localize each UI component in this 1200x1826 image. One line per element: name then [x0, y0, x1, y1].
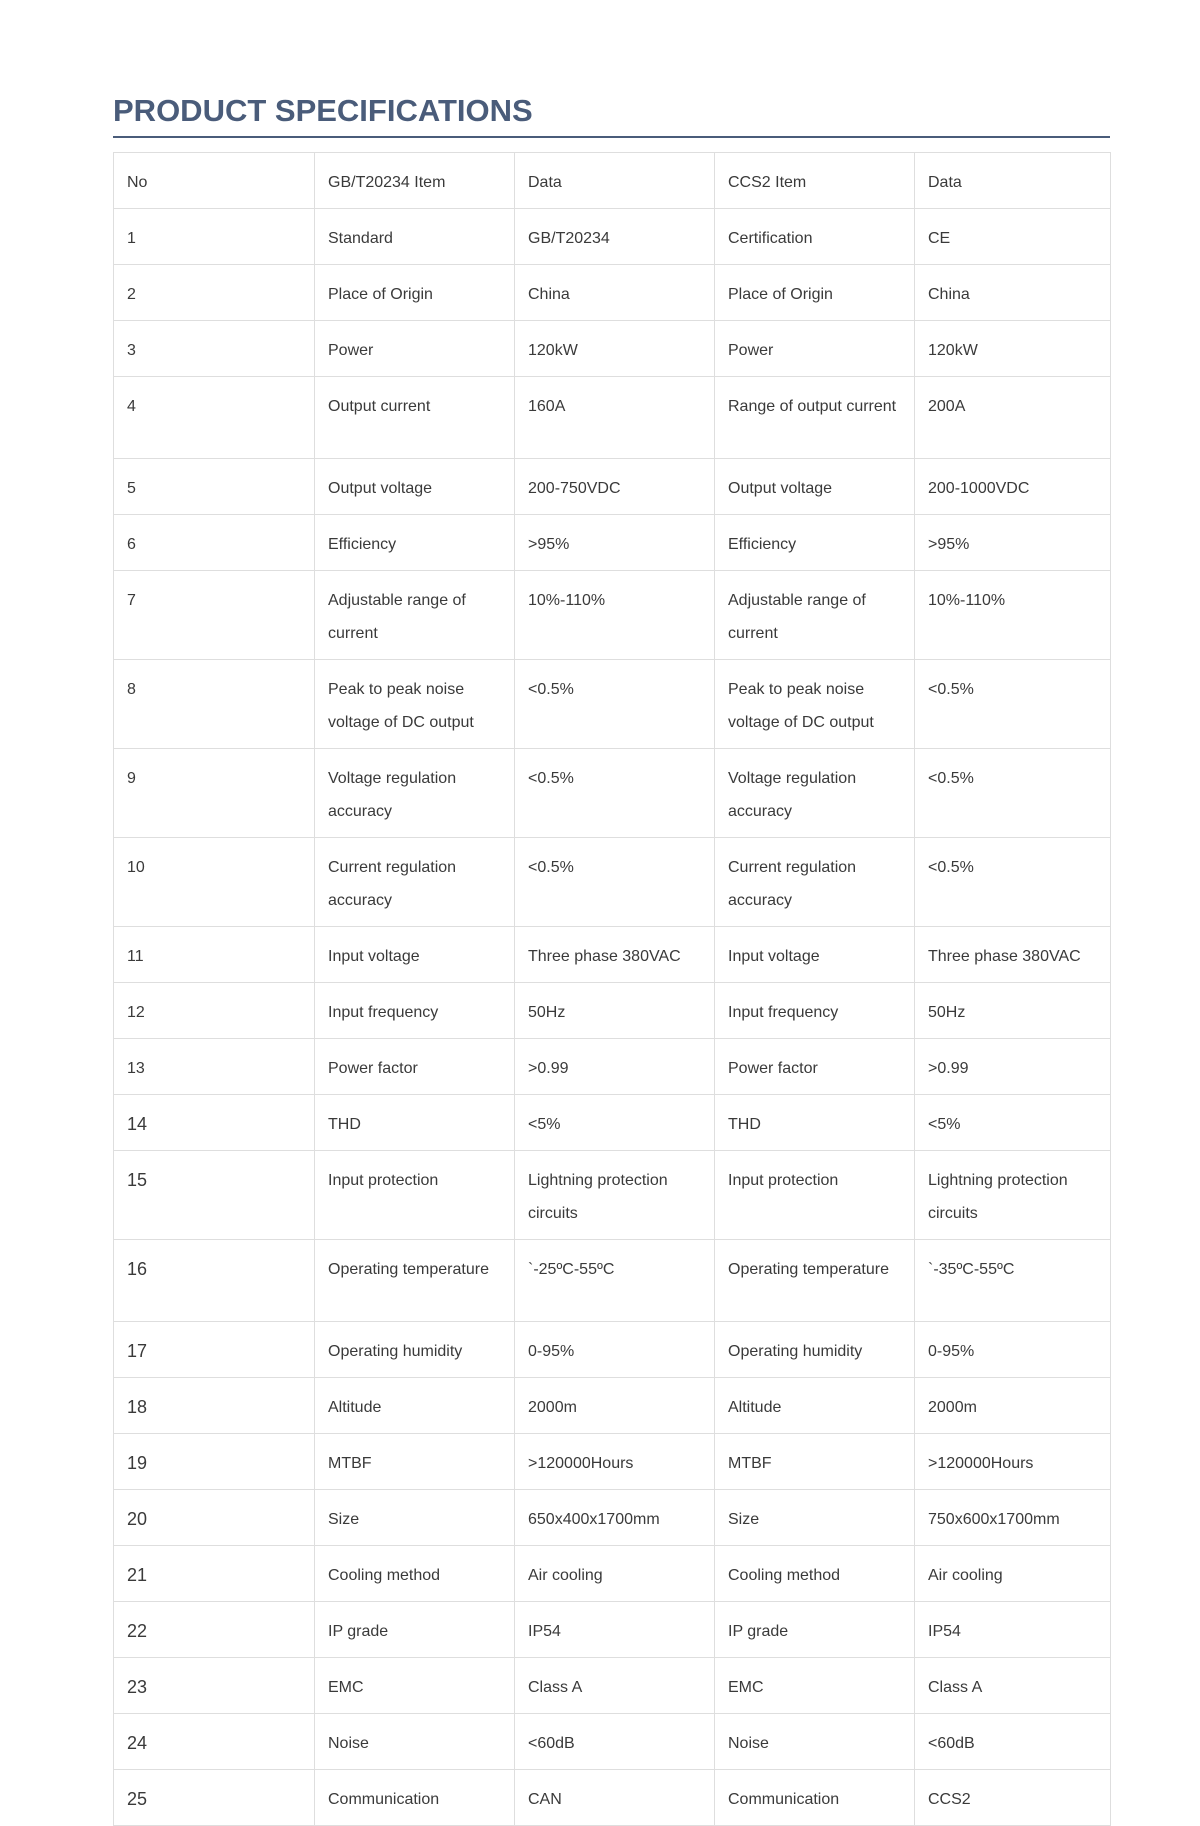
cell-gbt-item: Operating humidity — [315, 1322, 515, 1378]
cell-ccs2-data: 200A — [915, 377, 1111, 459]
cell-gbt-data: Three phase 380VAC — [515, 927, 715, 983]
cell-ccs2-item: EMC — [715, 1658, 915, 1714]
table-row — [114, 927, 1111, 983]
table-row — [114, 749, 1111, 838]
cell-no: 10 — [114, 838, 315, 927]
table-row — [114, 983, 1111, 1039]
cell-ccs2-item: Size — [715, 1490, 915, 1546]
table-row — [114, 1602, 1111, 1658]
cell-ccs2-data: 200-1000VDC — [915, 459, 1111, 515]
cell-gbt-data: 120kW — [515, 321, 715, 377]
cell-no: 3 — [114, 321, 315, 377]
cell-ccs2-item: Adjustable range of current — [715, 571, 915, 660]
cell-no: 25 — [114, 1770, 315, 1826]
cell-ccs2-data: Air cooling — [915, 1546, 1111, 1602]
cell-ccs2-item: Communication — [715, 1770, 915, 1826]
cell-no: 5 — [114, 459, 315, 515]
table-row — [114, 1039, 1111, 1095]
cell-gbt-data: 160A — [515, 377, 715, 459]
cell-ccs2-data: CCS2 — [915, 1770, 1111, 1826]
cell-gbt-item: Cooling method — [315, 1546, 515, 1602]
table-row — [114, 515, 1111, 571]
cell-no: 13 — [114, 1039, 315, 1095]
table-row — [114, 321, 1111, 377]
cell-gbt-data: Air cooling — [515, 1546, 715, 1602]
cell-no: 8 — [114, 660, 315, 749]
header-cell-gbt-data: Data — [515, 153, 715, 209]
table-row — [114, 1151, 1111, 1240]
cell-no: 14 — [114, 1095, 315, 1151]
cell-ccs2-data: <0.5% — [915, 660, 1111, 749]
header-cell-gbt-item: GB/T20234 Item — [315, 153, 515, 209]
cell-no: 12 — [114, 983, 315, 1039]
table-row — [114, 377, 1111, 459]
cell-gbt-item: Input voltage — [315, 927, 515, 983]
cell-no: 19 — [114, 1434, 315, 1490]
table-row — [114, 1095, 1111, 1151]
cell-no: 1 — [114, 209, 315, 265]
cell-ccs2-data: <5% — [915, 1095, 1111, 1151]
cell-gbt-data: 50Hz — [515, 983, 715, 1039]
cell-no: 23 — [114, 1658, 315, 1714]
cell-gbt-item: Adjustable range of current — [315, 571, 515, 660]
cell-gbt-data: 650x400x1700mm — [515, 1490, 715, 1546]
cell-no: 9 — [114, 749, 315, 838]
table-row — [114, 571, 1111, 660]
cell-ccs2-item: Operating humidity — [715, 1322, 915, 1378]
cell-ccs2-data: >120000Hours — [915, 1434, 1111, 1490]
cell-gbt-item: IP grade — [315, 1602, 515, 1658]
cell-gbt-data: <60dB — [515, 1714, 715, 1770]
cell-gbt-data: <0.5% — [515, 660, 715, 749]
cell-gbt-data: 200-750VDC — [515, 459, 715, 515]
table-row — [114, 1490, 1111, 1546]
cell-ccs2-item: Input protection — [715, 1151, 915, 1240]
cell-ccs2-item: Certification — [715, 209, 915, 265]
cell-ccs2-item: Efficiency — [715, 515, 915, 571]
cell-gbt-data: <0.5% — [515, 749, 715, 838]
cell-ccs2-data: <60dB — [915, 1714, 1111, 1770]
cell-no: 16 — [114, 1240, 315, 1322]
cell-ccs2-item: Cooling method — [715, 1546, 915, 1602]
cell-ccs2-data: 50Hz — [915, 983, 1111, 1039]
cell-gbt-item: Voltage regulation accuracy — [315, 749, 515, 838]
cell-no: 22 — [114, 1602, 315, 1658]
cell-gbt-data: GB/T20234 — [515, 209, 715, 265]
table-row — [114, 459, 1111, 515]
table-header-row — [114, 153, 1111, 209]
cell-ccs2-item: Input voltage — [715, 927, 915, 983]
page-title: PRODUCT SPECIFICATIONS — [113, 92, 1110, 138]
cell-ccs2-item: Noise — [715, 1714, 915, 1770]
cell-gbt-item: Place of Origin — [315, 265, 515, 321]
cell-gbt-item: Power factor — [315, 1039, 515, 1095]
cell-gbt-item: Output voltage — [315, 459, 515, 515]
cell-ccs2-item: Altitude — [715, 1378, 915, 1434]
cell-ccs2-item: Voltage regulation accuracy — [715, 749, 915, 838]
cell-no: 4 — [114, 377, 315, 459]
cell-ccs2-item: Input frequency — [715, 983, 915, 1039]
cell-gbt-data: >120000Hours — [515, 1434, 715, 1490]
cell-gbt-data: <0.5% — [515, 838, 715, 927]
cell-gbt-data: `-25ºC-55ºC — [515, 1240, 715, 1322]
cell-ccs2-data: >95% — [915, 515, 1111, 571]
cell-ccs2-item: Place of Origin — [715, 265, 915, 321]
cell-ccs2-data: 10%-110% — [915, 571, 1111, 660]
cell-gbt-item: Input protection — [315, 1151, 515, 1240]
table-row — [114, 838, 1111, 927]
cell-gbt-item: Peak to peak noise voltage of DC output — [315, 660, 515, 749]
cell-ccs2-data: China — [915, 265, 1111, 321]
table-row — [114, 1240, 1111, 1322]
cell-ccs2-data: 120kW — [915, 321, 1111, 377]
cell-ccs2-data: CE — [915, 209, 1111, 265]
cell-ccs2-data: 0-95% — [915, 1322, 1111, 1378]
spec-table — [113, 152, 1111, 1826]
table-row — [114, 1546, 1111, 1602]
cell-gbt-data: 10%-110% — [515, 571, 715, 660]
cell-ccs2-data: Lightning protection circuits — [915, 1151, 1111, 1240]
cell-ccs2-data: 2000m — [915, 1378, 1111, 1434]
header-cell-ccs2-item: CCS2 Item — [715, 153, 915, 209]
cell-ccs2-data: Three phase 380VAC — [915, 927, 1111, 983]
cell-gbt-item: Communication — [315, 1770, 515, 1826]
cell-no: 17 — [114, 1322, 315, 1378]
table-row — [114, 1658, 1111, 1714]
cell-gbt-data: 2000m — [515, 1378, 715, 1434]
cell-ccs2-item: MTBF — [715, 1434, 915, 1490]
cell-no: 15 — [114, 1151, 315, 1240]
cell-gbt-data: 0-95% — [515, 1322, 715, 1378]
cell-ccs2-item: Range of output current — [715, 377, 915, 459]
cell-ccs2-data: Class A — [915, 1658, 1111, 1714]
cell-gbt-data: Class A — [515, 1658, 715, 1714]
cell-gbt-data: <5% — [515, 1095, 715, 1151]
cell-gbt-data: Lightning protection circuits — [515, 1151, 715, 1240]
cell-no: 20 — [114, 1490, 315, 1546]
cell-gbt-data: >0.99 — [515, 1039, 715, 1095]
cell-ccs2-data: `-35ºC-55ºC — [915, 1240, 1111, 1322]
cell-no: 21 — [114, 1546, 315, 1602]
cell-gbt-item: Current regulation accuracy — [315, 838, 515, 927]
cell-ccs2-item: IP grade — [715, 1602, 915, 1658]
cell-gbt-item: Operating temperature — [315, 1240, 515, 1322]
table-row — [114, 1714, 1111, 1770]
cell-ccs2-data: >0.99 — [915, 1039, 1111, 1095]
cell-no: 11 — [114, 927, 315, 983]
table-row — [114, 1434, 1111, 1490]
cell-gbt-item: Noise — [315, 1714, 515, 1770]
cell-gbt-item: Input frequency — [315, 983, 515, 1039]
header-cell-ccs2-data: Data — [915, 153, 1111, 209]
cell-gbt-item: Size — [315, 1490, 515, 1546]
cell-no: 2 — [114, 265, 315, 321]
cell-gbt-data: China — [515, 265, 715, 321]
cell-gbt-data: CAN — [515, 1770, 715, 1826]
cell-ccs2-item: Peak to peak noise voltage of DC output — [715, 660, 915, 749]
cell-ccs2-item: Power — [715, 321, 915, 377]
cell-gbt-item: Output current — [315, 377, 515, 459]
table-row — [114, 660, 1111, 749]
cell-gbt-data: IP54 — [515, 1602, 715, 1658]
table-row — [114, 1770, 1111, 1826]
cell-gbt-item: Standard — [315, 209, 515, 265]
cell-gbt-item: MTBF — [315, 1434, 515, 1490]
cell-ccs2-item: THD — [715, 1095, 915, 1151]
cell-gbt-data: >95% — [515, 515, 715, 571]
cell-ccs2-item: Current regulation accuracy — [715, 838, 915, 927]
cell-ccs2-data: IP54 — [915, 1602, 1111, 1658]
cell-ccs2-item: Power factor — [715, 1039, 915, 1095]
cell-no: 18 — [114, 1378, 315, 1434]
cell-no: 6 — [114, 515, 315, 571]
cell-ccs2-data: <0.5% — [915, 838, 1111, 927]
cell-ccs2-data: <0.5% — [915, 749, 1111, 838]
cell-gbt-item: Efficiency — [315, 515, 515, 571]
cell-ccs2-item: Operating temperature — [715, 1240, 915, 1322]
cell-gbt-item: THD — [315, 1095, 515, 1151]
cell-gbt-item: Altitude — [315, 1378, 515, 1434]
cell-no: 7 — [114, 571, 315, 660]
table-row — [114, 1378, 1111, 1434]
header-cell-no: No — [114, 153, 315, 209]
table-row — [114, 265, 1111, 321]
table-row — [114, 1322, 1111, 1378]
table-row — [114, 209, 1111, 265]
cell-ccs2-data: 750x600x1700mm — [915, 1490, 1111, 1546]
cell-gbt-item: EMC — [315, 1658, 515, 1714]
cell-ccs2-item: Output voltage — [715, 459, 915, 515]
spec-page — [113, 92, 1110, 1826]
cell-no: 24 — [114, 1714, 315, 1770]
spec-table-body — [114, 153, 1111, 1826]
cell-gbt-item: Power — [315, 321, 515, 377]
